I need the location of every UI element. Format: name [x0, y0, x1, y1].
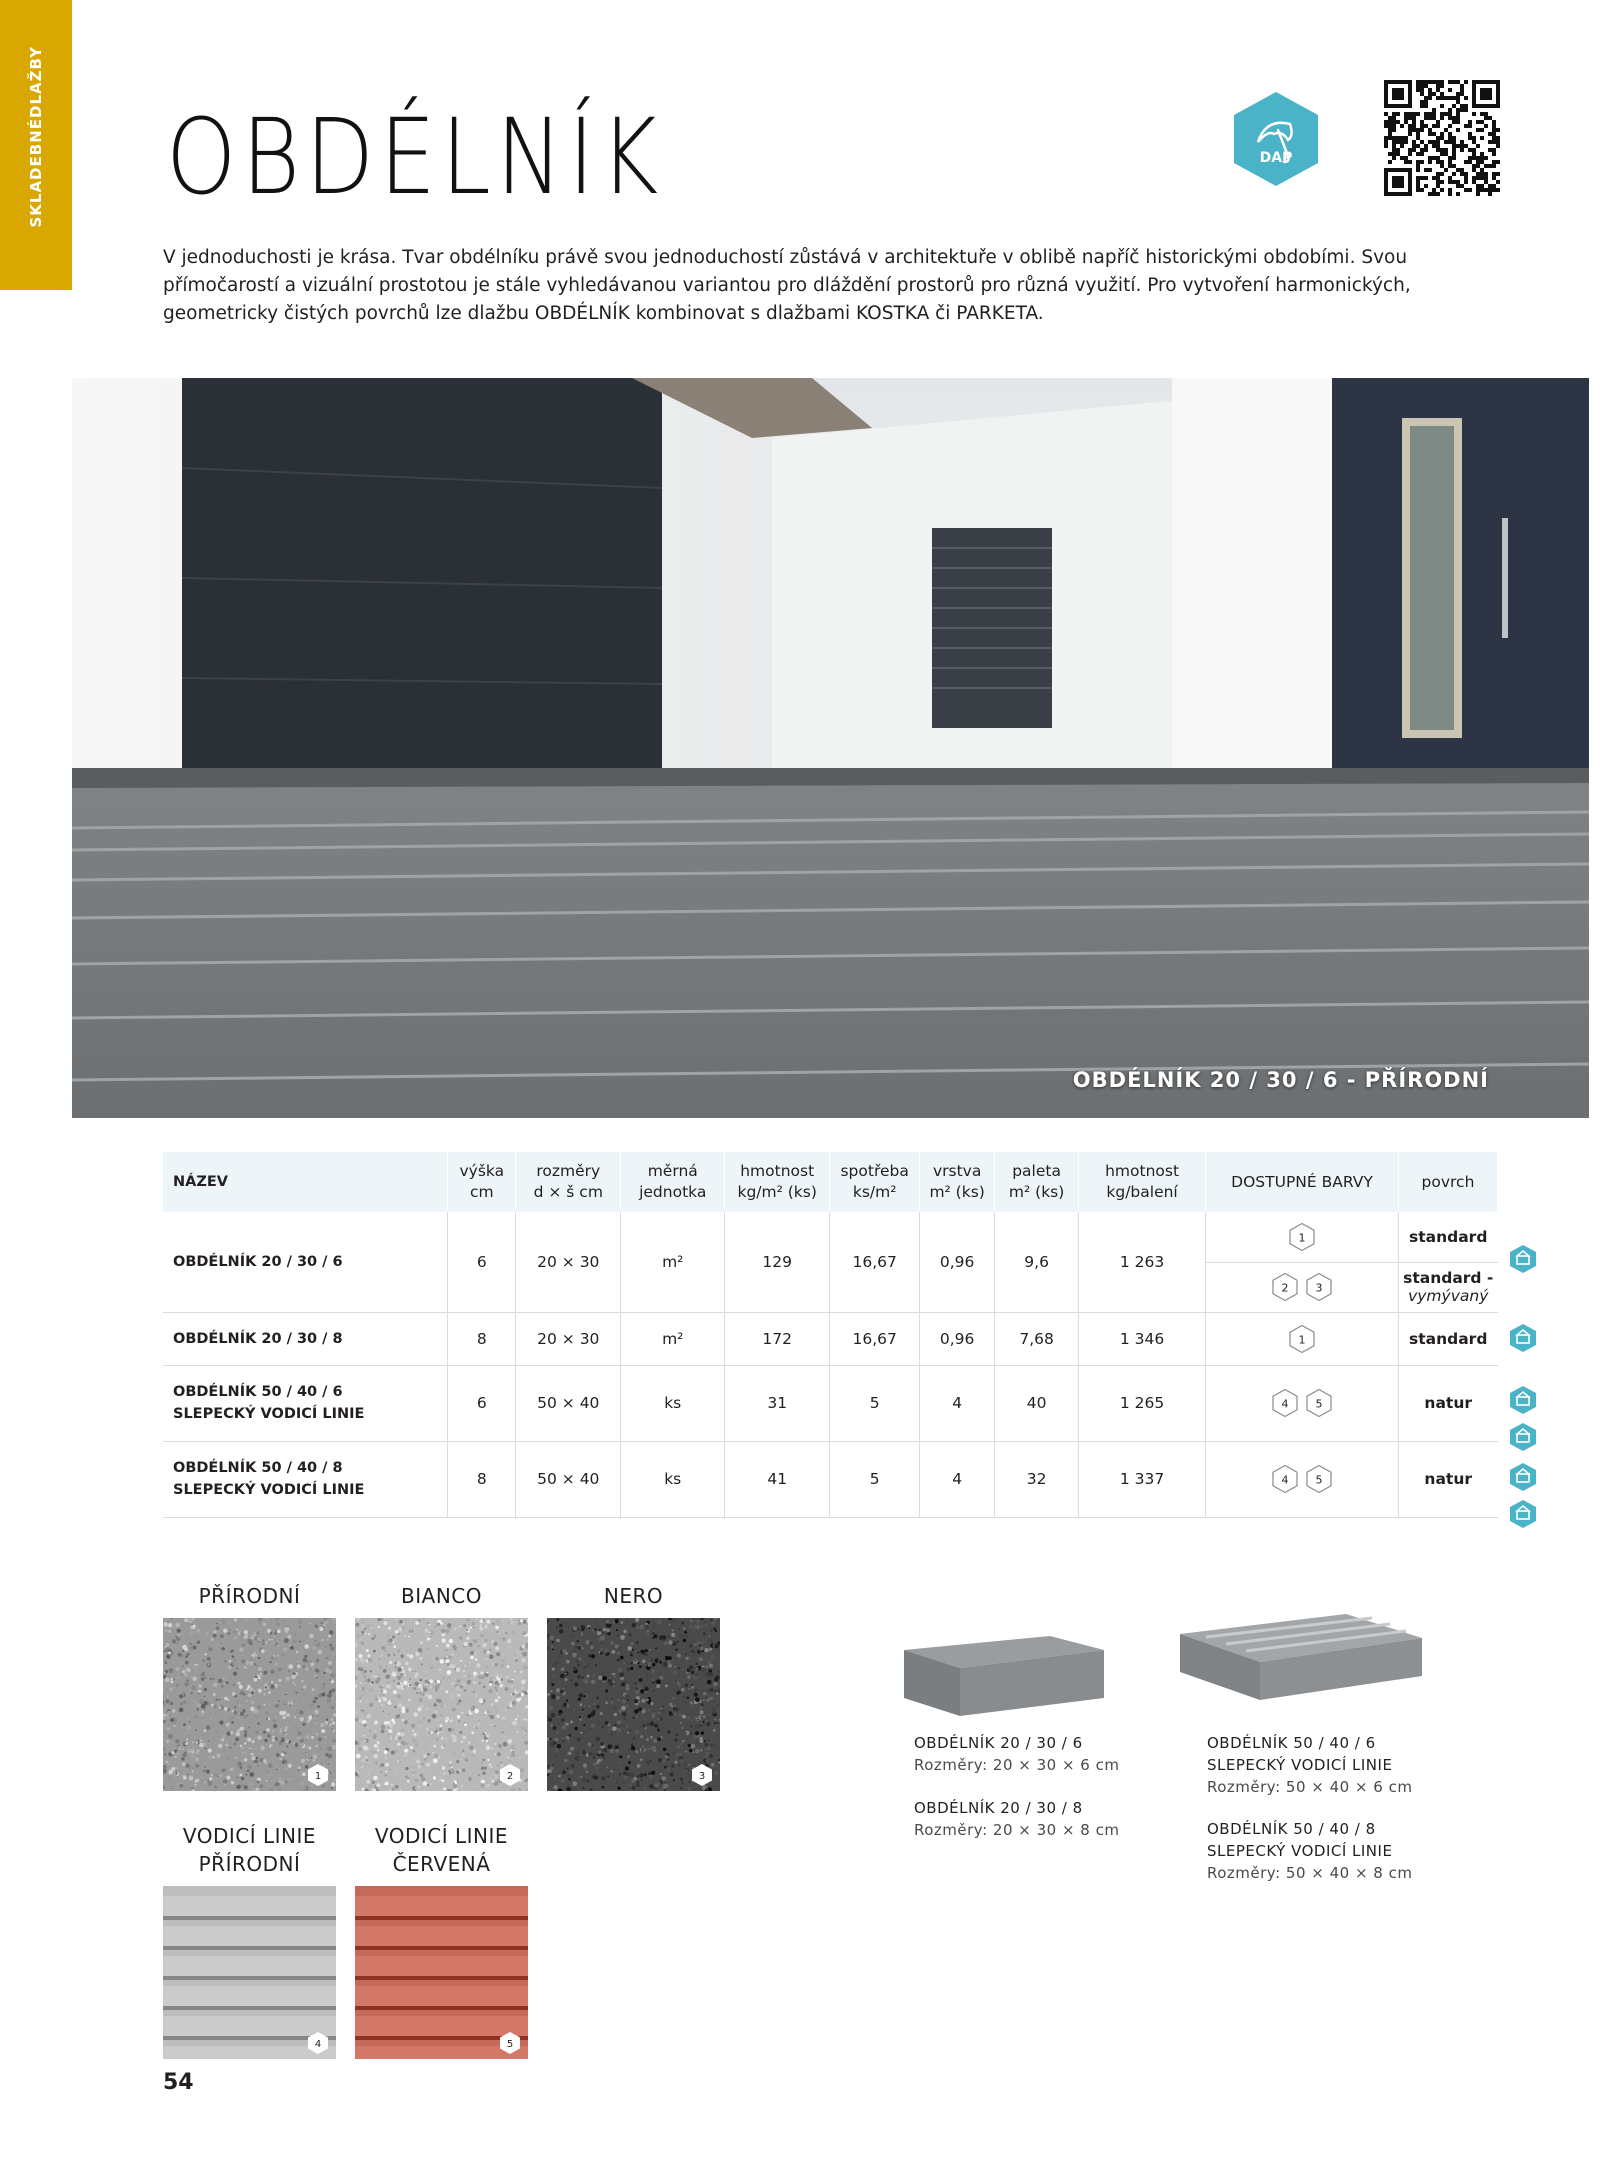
- header-vrstva: vrstva m² (ks): [920, 1152, 995, 1212]
- svg-text:4: 4: [1281, 1473, 1289, 1487]
- swatch-label-vodici-cervena: VODICÍ LINIE ČERVENÁ: [374, 1824, 509, 1876]
- svg-text:2: 2: [506, 1771, 514, 1782]
- svg-text:1: 1: [314, 1771, 322, 1782]
- svg-text:5: 5: [1315, 1473, 1323, 1487]
- product-text-1: OBDÉLNÍK 20 / 30 / 6 Rozměry: 20 × 30 × 6 cm: [914, 1734, 1120, 1774]
- product-text-3: OBDÉLNÍK 50 / 40 / 6 SLEPECKÝ VODICÍ LINIE Rozměry: 50 × 40 × 6 cm: [1207, 1734, 1413, 1796]
- cleaning-icon: [1508, 1385, 1538, 1415]
- cell-paleta: 7,68: [995, 1312, 1079, 1365]
- cell-povrch: natur: [1398, 1365, 1497, 1441]
- cell-hmotnost-baleni: 1 263: [1079, 1212, 1206, 1312]
- cell-spotreba: 16,67: [830, 1212, 920, 1312]
- cell-barvy: [1206, 1212, 1399, 1262]
- cell-rozmery: 20 × 30: [516, 1212, 621, 1312]
- page-title: OBDÉLNÍK: [166, 96, 664, 218]
- cell-vyska: 6: [448, 1212, 516, 1312]
- svg-text:3: 3: [698, 1771, 706, 1782]
- cell-jednotka: ks: [621, 1441, 725, 1517]
- svg-text:3: 3: [1315, 1281, 1323, 1295]
- table-row: [163, 1441, 1498, 1517]
- table-row: [163, 1365, 1498, 1441]
- product-name: OBDÉLNÍK 20 / 30 / 8: [163, 1312, 448, 1365]
- swatch-prirodni: [163, 1618, 336, 1791]
- svg-text:4: 4: [1281, 1397, 1289, 1411]
- section-tab-line2: SKLADEBNÉ: [27, 118, 45, 228]
- header-hmotnost: hmotnost kg/m² (ks): [725, 1152, 830, 1212]
- section-tab-line1: DLAŽBY: [27, 46, 45, 119]
- svg-text:1: 1: [1298, 1231, 1306, 1245]
- cell-paleta: 32: [995, 1441, 1079, 1517]
- table-header-row: [163, 1152, 1498, 1212]
- swatch-bianco: [355, 1618, 528, 1791]
- swatch-label-nero: NERO: [603, 1584, 664, 1608]
- cell-barvy: [1206, 1312, 1399, 1365]
- header-barvy: DOSTUPNÉ BARVY: [1206, 1152, 1399, 1212]
- color-number-badge: [1304, 1272, 1334, 1302]
- cell-vrstva: 0,96: [920, 1212, 995, 1312]
- header-vyska: výška cm: [448, 1152, 516, 1212]
- qr-code-icon[interactable]: [1384, 80, 1500, 196]
- cell-vyska: 8: [448, 1441, 516, 1517]
- color-number-badge: [1304, 1388, 1334, 1418]
- section-tab: [0, 0, 72, 290]
- color-number-badge: [1304, 1464, 1334, 1494]
- header-hmotnost-baleni: hmotnost kg/balení: [1079, 1152, 1206, 1212]
- hero-photo: [72, 378, 1589, 1118]
- cell-paleta: 9,6: [995, 1212, 1079, 1312]
- cell-vrstva: 4: [920, 1365, 995, 1441]
- swatch-label-vodici-prirodni: VODICÍ LINIE PŘÍRODNÍ: [182, 1824, 317, 1876]
- cell-hmotnost-baleni: 1 265: [1079, 1365, 1206, 1441]
- cell-jednotka: ks: [621, 1365, 725, 1441]
- header-merna-jednotka: měrná jednotka: [621, 1152, 725, 1212]
- cell-barvy: [1206, 1441, 1399, 1517]
- svg-text:5: 5: [506, 2039, 514, 2050]
- cell-povrch: standard: [1398, 1212, 1497, 1262]
- cell-paleta: 40: [995, 1365, 1079, 1441]
- spec-table: [163, 1152, 1498, 1518]
- product-image-obdelnik: [900, 1620, 1108, 1724]
- cell-vrstva: 0,96: [920, 1312, 995, 1365]
- color-number-badge: [1270, 1272, 1300, 1302]
- cell-rozmery: 50 × 40: [516, 1441, 621, 1517]
- product-name: OBDÉLNÍK 20 / 30 / 6: [163, 1212, 448, 1312]
- header-paleta: paleta m² (ks): [995, 1152, 1079, 1212]
- cell-jednotka: m²: [621, 1312, 725, 1365]
- cell-povrch: natur: [1398, 1441, 1497, 1517]
- svg-text:1: 1: [1298, 1333, 1306, 1346]
- swatch-vodici-cervena: [355, 1886, 528, 2059]
- dap-badge: [1232, 90, 1320, 188]
- hero-caption: OBDÉLNÍK 20 / 30 / 6 - PŘÍRODNÍ: [1072, 1068, 1489, 1092]
- cell-povrch: standard: [1398, 1312, 1497, 1365]
- product-text-4: OBDÉLNÍK 50 / 40 / 8 SLEPECKÝ VODICÍ LINIE Rozměry: 50 × 40 × 8 cm: [1207, 1820, 1413, 1882]
- product-image-slepecky: [1176, 1604, 1426, 1708]
- header-povrch: povrch: [1398, 1152, 1497, 1212]
- cell-spotreba: 16,67: [830, 1312, 920, 1365]
- svg-text:5: 5: [1315, 1397, 1323, 1411]
- cell-barvy: [1206, 1365, 1399, 1441]
- truck-icon: [1508, 1323, 1538, 1353]
- color-number-badge: [1270, 1388, 1300, 1418]
- cleaning-icon: [1508, 1462, 1538, 1492]
- pedestrian-house-icon: [1508, 1422, 1538, 1452]
- cell-barvy: [1206, 1262, 1399, 1312]
- cell-hmotnost: 41: [725, 1441, 830, 1517]
- swatch-label-prirodni: PŘÍRODNÍ: [198, 1584, 301, 1608]
- cell-hmotnost: 31: [725, 1365, 830, 1441]
- header-name: NÁZEV: [163, 1152, 448, 1212]
- cell-rozmery: 20 × 30: [516, 1312, 621, 1365]
- color-number-badge: [1287, 1222, 1317, 1252]
- swatch-label-bianco: BIANCO: [401, 1584, 482, 1608]
- cell-vyska: 8: [448, 1312, 516, 1365]
- svg-text:4: 4: [314, 2039, 322, 2050]
- table-row: [163, 1212, 1498, 1262]
- page-number: 54: [163, 2070, 194, 2095]
- intro-paragraph: V jednoduchosti je krása. Tvar obdélníku právě svou jednoduchostí zůstává v architektuře v oblibě napříč historickými obdobími. Svou přímočarostí a vizuální prostotou je stále vyhledávanou variantou pro dláždění prostorů pro různá využití. Pro vytvoření harmonických, geometricky čistých povrchů lze dlažbu OBDÉLNÍK kombinovat s dlažbami KOSTKA či PARKETA.: [163, 247, 1411, 324]
- svg-text:2: 2: [1281, 1281, 1289, 1295]
- pedestrian-house-icon: [1508, 1244, 1538, 1274]
- product-text-2: OBDÉLNÍK 20 / 30 / 8 Rozměry: 20 × 30 × 8 cm: [914, 1799, 1120, 1839]
- pedestrian-house-icon: [1508, 1499, 1538, 1529]
- product-name: OBDÉLNÍK 50 / 40 / 6 SLEPECKÝ VODICÍ LINIE: [163, 1365, 448, 1441]
- color-number-badge: [1287, 1324, 1317, 1354]
- cell-hmotnost: 129: [725, 1212, 830, 1312]
- swatch-nero: [547, 1618, 720, 1791]
- cell-spotreba: 5: [830, 1365, 920, 1441]
- cell-vyska: 6: [448, 1365, 516, 1441]
- cell-povrch: standard - vymývaný: [1398, 1262, 1497, 1312]
- cell-spotreba: 5: [830, 1441, 920, 1517]
- swatch-vodici-prirodni: [163, 1886, 336, 2059]
- cell-hmotnost: 172: [725, 1312, 830, 1365]
- table-row: [163, 1312, 1498, 1365]
- dap-label: DAP: [1259, 150, 1293, 166]
- cell-vrstva: 4: [920, 1441, 995, 1517]
- cell-hmotnost-baleni: 1 346: [1079, 1312, 1206, 1365]
- product-name: OBDÉLNÍK 50 / 40 / 8 SLEPECKÝ VODICÍ LINIE: [163, 1441, 448, 1517]
- color-number-badge: [1270, 1464, 1300, 1494]
- header-rozmery: rozměry d × š cm: [516, 1152, 621, 1212]
- cell-hmotnost-baleni: 1 337: [1079, 1441, 1206, 1517]
- cell-rozmery: 50 × 40: [516, 1365, 621, 1441]
- cell-jednotka: m²: [621, 1212, 725, 1312]
- header-spotreba: spotřeba ks/m²: [830, 1152, 920, 1212]
